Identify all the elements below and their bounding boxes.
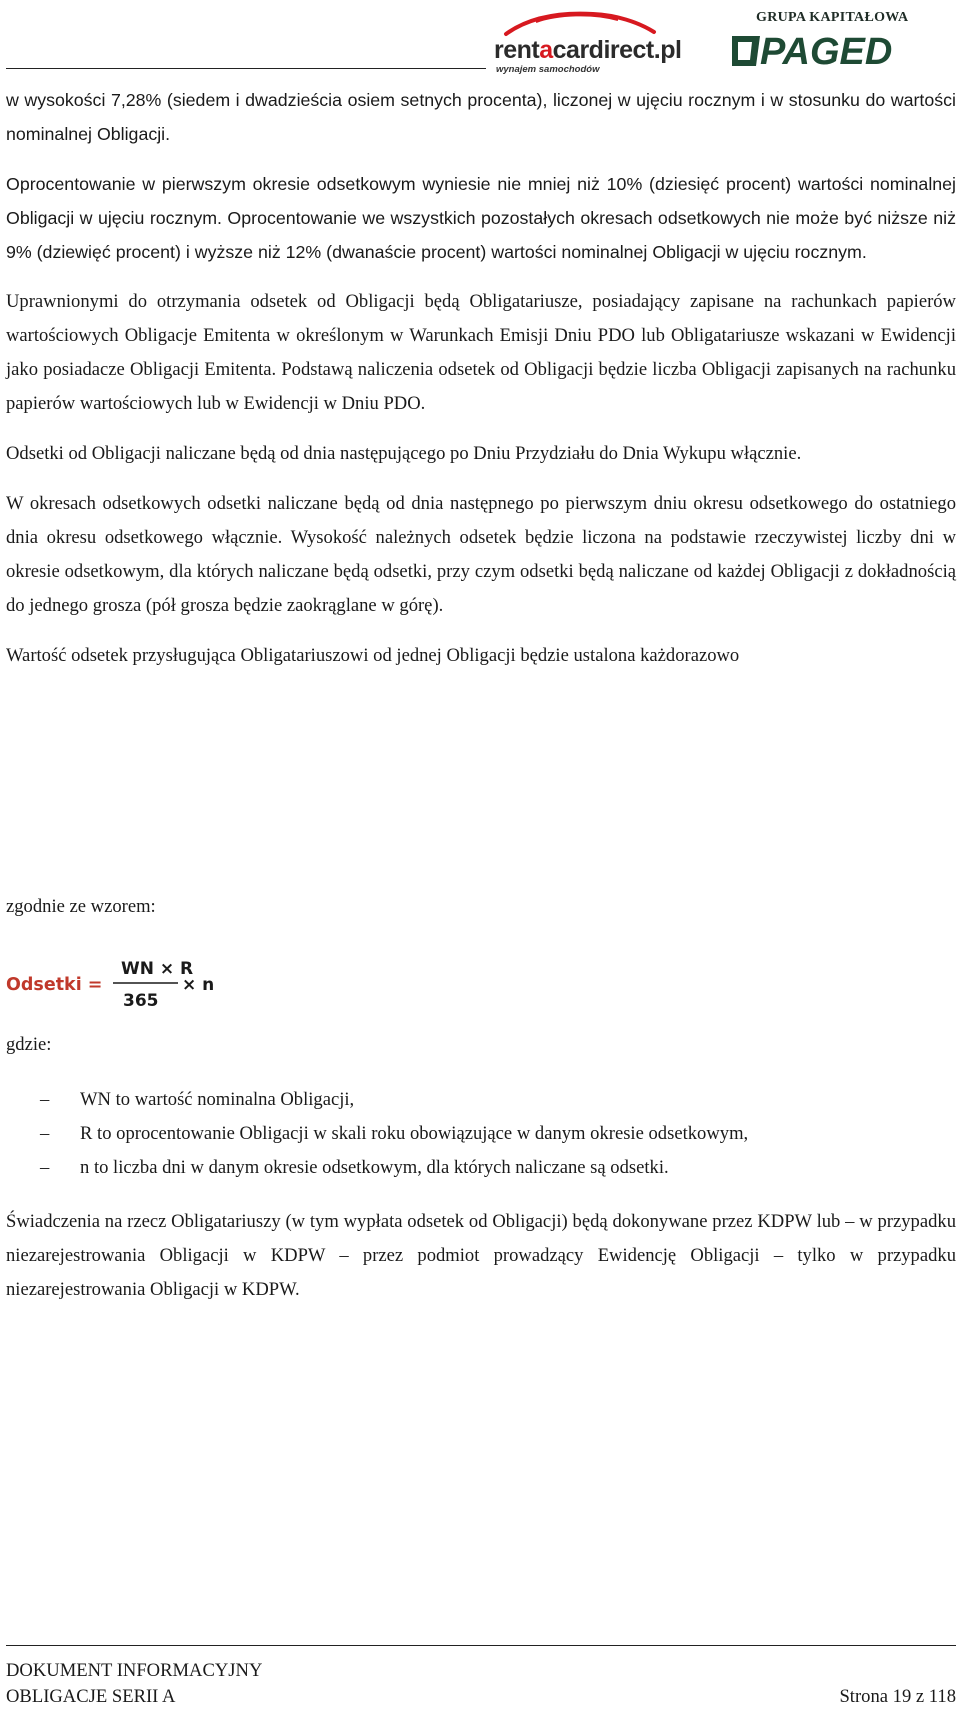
footer-rule bbox=[6, 1645, 956, 1646]
formula-legend-list bbox=[6, 1083, 956, 1185]
list-item: – R to oprocentowanie Obligacji w skali roku obowiązujące w danym okresie odsetkowym, bbox=[6, 1117, 956, 1151]
paragraph-interest-rate: w wysokości 7,28% (siedem i dwadzieścia osiem setnych procenta), liczonej w ujęciu rocznym i w stosunku do wartości nominalnej Obligacji. bbox=[6, 90, 956, 144]
interest-formula bbox=[6, 952, 246, 1012]
paragraph-interest-value: Wartość odsetek przysługująca Obligatariuszowi od jednej Obligacji będzie ustalona każdorazowo bbox=[6, 645, 740, 666]
list-item: – n to liczba dni w danym okresie odsetkowym, dla których naliczane są odsetki. bbox=[6, 1151, 956, 1185]
list-dash: – bbox=[40, 1123, 50, 1144]
page-header bbox=[0, 0, 960, 75]
footer-document-title: DOKUMENT INFORMACYJNY bbox=[6, 1660, 263, 1681]
list-dash: – bbox=[40, 1089, 50, 1110]
header-rule bbox=[6, 68, 486, 69]
formula-legend-list-wrap bbox=[6, 1083, 956, 1185]
car-silhouette-icon bbox=[498, 8, 658, 38]
formula-lhs: Odsetki = bbox=[6, 975, 103, 995]
rentacardirect-logo bbox=[488, 8, 718, 74]
formula-tail: × n bbox=[182, 975, 215, 995]
paragraph-accrual-method: W okresach odsetkowych odsetki naliczane będą od dnia następnego po pierwszym dniu okresu odsetkowego do ostatniego dnia okresu odsetkowego włącznie. Wysokość należnych odsetek będzie liczona na podstawie rzeczywistej liczby dni w okresie odsetkowym, dla których naliczane będą odsetki, przy czym odsetki będą naliczane od każdej Obligacji z dokładnością do jednego grosza (pół grosza będzie zaokrąglane w górę). bbox=[6, 493, 956, 616]
page-number: Strona 19 z 118 bbox=[839, 1686, 956, 1707]
paragraph-payments: Świadczenia na rzecz Obligatariuszy (w tym wypłata odsetek od Obligacji) będą dokonywane przez KDPW lub – w przypadku niezarejestrowania Obligacji w KDPW – przez podmiot prowadzący Ewidencję Obligacji – tylko w przypadku niezarejestrowania Obligacji w KDPW. bbox=[6, 1211, 956, 1300]
paragraph-accrual-period: Odsetki od Obligacji naliczane będą od dnia następującego po Dniu Przydziału do Dnia Wykupu włącznie. bbox=[6, 443, 802, 464]
formula-legend-label: gdzie: bbox=[6, 1034, 52, 1055]
paragraph-first-period-rate: Oprocentowanie w pierwszym okresie odsetkowym wyniesie nie mniej niż 10% (dziesięć procent) wartości nominalnej Obligacji w ujęciu rocznym. Oprocentowanie we wszystkich pozostałych okresach odsetkowych nie może być niższe niż 9% (dziewięć procent) i wyższe niż 12% (dwanaście procent) wartości nominalnej Obligacji w ujęciu rocznym. bbox=[6, 174, 956, 262]
formula-intro: zgodnie ze wzorem: bbox=[6, 896, 156, 917]
list-item: – WN to wartość nominalna Obligacji, bbox=[6, 1083, 956, 1117]
paged-group-label: GRUPA KAPITAŁOWA bbox=[756, 10, 909, 25]
list-dash: – bbox=[40, 1157, 50, 1178]
document-body bbox=[6, 83, 956, 689]
formula-denominator: 365 bbox=[123, 991, 159, 1011]
rentacardirect-tagline: wynajem samochodów bbox=[496, 64, 600, 75]
formula-numerator: WN × R bbox=[121, 959, 194, 979]
rentacardirect-wordmark: rentacardirect.pl bbox=[494, 36, 682, 64]
footer-series: OBLIGACJE SERII A bbox=[6, 1686, 176, 1707]
svg-text:PAGED: PAGED bbox=[760, 31, 893, 70]
paragraph-entitled-holders: Uprawnionymi do otrzymania odsetek od Obligacji będą Obligatariusze, posiadający zapisane na rachunkach papierów wartościowych Obligacje Emitenta w określonym w Warunkach Emisji Dniu PDO lub Obligatariusze wskazani w Ewidencji jako posiadacze Obligacji Emitenta. Podstawą naliczenia odsetek od Obligacji będzie liczba Obligacji zapisanych na rachunku papierów wartościowych lub w Ewidencji w Dniu PDO. bbox=[6, 291, 956, 414]
paged-logo bbox=[728, 6, 956, 72]
paged-wordmark-icon bbox=[730, 30, 954, 70]
